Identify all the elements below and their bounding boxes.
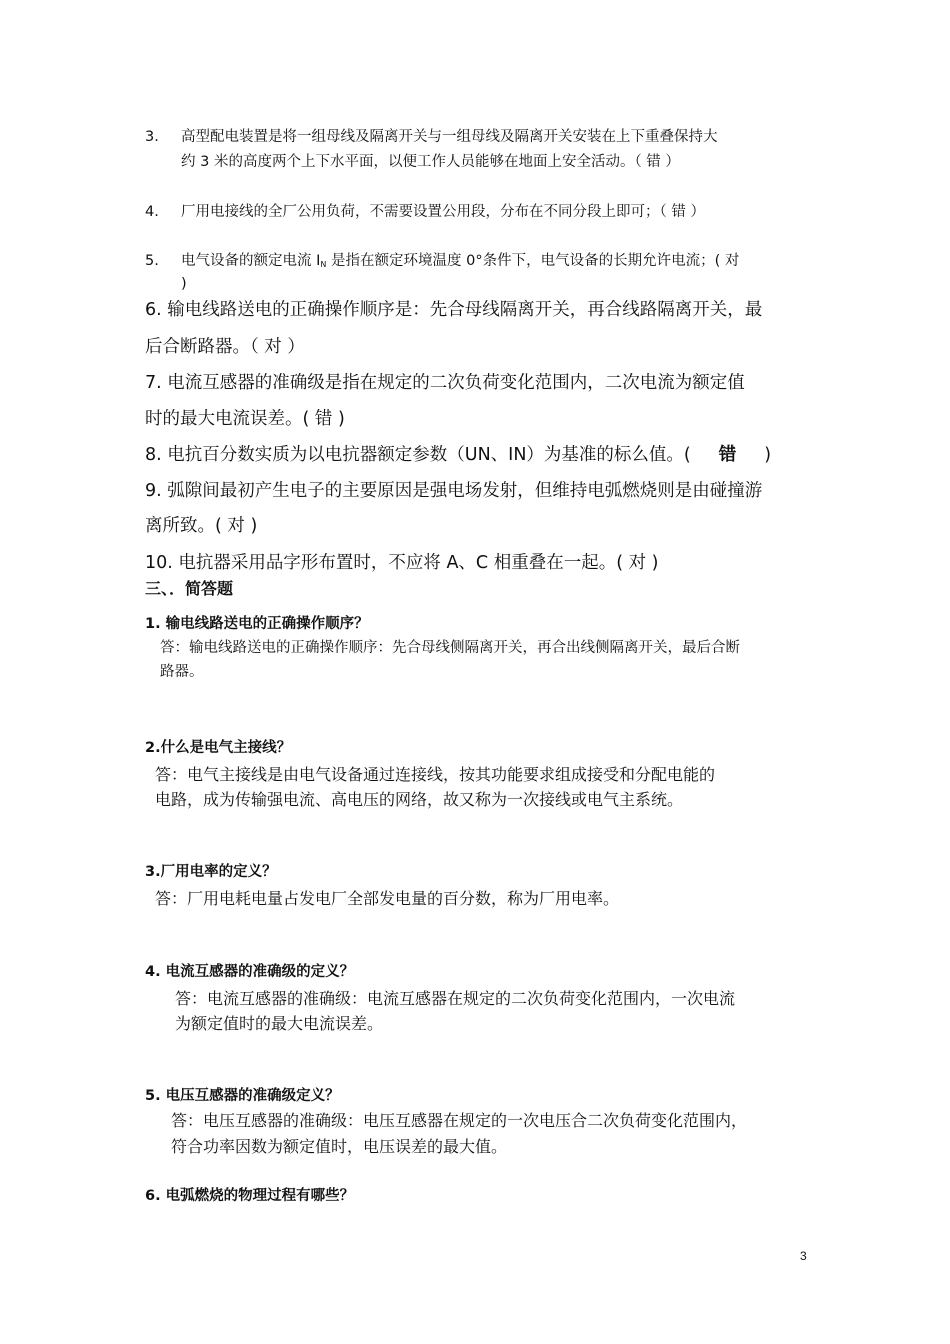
item-5-number: 5. [145,253,159,269]
item-3-line-1: 高型配电装置是将一组母线及隔离开关与一组母线及隔离开关安装在上下重叠保持大 [181,129,718,145]
item-5-line-1 [181,254,739,269]
question-1: 1. 输电线路送电的正确操作顺序？ [145,616,369,632]
item-3-line-2: 约 3 米的高度两个上下水平面，以便工作人员能够在地面上安全活动。（ 错 ） [181,154,680,170]
answer-2-line-2: 电路，成为传输强电流、高电压的网络，故又称为一次接线或电气主系统。 [155,790,684,809]
item-5-text-b: 是指在额定环境温度 0°条件下，电气设备的长期允许电流；( 对 [326,253,740,269]
item-10-line-1: 10. 电抗器采用品字形布置时，不应将 A、C 相重叠在一起。( 对 ) [145,553,659,573]
item-8-text: 8. 电抗百分数实质为以电抗器额定参数（UN、IN）为基准的标么值。( [145,445,691,465]
item-7-line-2: 时的最大电流误差。( 错 ) [145,409,345,429]
question-6: 6. 电弧燃烧的物理过程有哪些？ [145,1188,355,1204]
answer-2-line-1: 答：电气主接线是由电气设备通过连接线，按其功能要求组成接受和分配电能的 [155,765,716,784]
answer-4-line-2: 为额定值时的最大电流误差。 [175,1014,384,1033]
answer-4-line-1: 答：电流互感器的准确级：电流互感器在规定的二次负荷变化范围内，一次电流 [175,989,736,1008]
item-8-line-1 [145,447,771,465]
answer-1-line-2: 路器。 [160,664,204,680]
item-8-close: ) [764,445,772,465]
item-6-line-1: 6. 输电线路送电的正确操作顺序是：先合母线隔离开关，再合线路隔离开关，最 [145,300,763,320]
answer-5-line-2: 符合功率因数为额定值时，电压误差的最大值。 [171,1137,508,1156]
question-4: 4. 电流互感器的准确级的定义？ [145,964,355,980]
page-number: 3 [800,1249,807,1263]
question-2: 2.什么是电气主接线？ [145,740,292,756]
item-6-line-2: 后合断路器。（ 对 ） [145,337,305,357]
answer-5-line-1: 答：电压互感器的准确级：电压互感器在规定的一次电压合二次负荷变化范围内， [171,1111,748,1130]
item-4-number: 4. [145,204,159,220]
question-5: 5. 电压互感器的准确级定义？ [145,1088,340,1104]
item-7-line-1: 7. 电流互感器的准确级是指在规定的二次负荷变化范围内，二次电流为额定值 [145,373,745,393]
item-9-line-1: 9. 弧隙间最初产生电子的主要原因是强电场发射，但维持电弧燃烧则是由碰撞游 [145,481,763,501]
item-4-line-1: 厂用电接线的全厂公用负荷，不需要设置公用段，分布在不同分段上即可；（ 错 ） [181,204,705,220]
answer-1-line-1: 答：输电线路送电的正确操作顺序：先合母线侧隔离开关，再合出线侧隔离开关，最后合断 [160,640,740,656]
item-8-answer: 错 [718,445,737,465]
item-5-subscript: N [320,260,327,269]
answer-3-line-1: 答：厂用电耗电量占发电厂全部发电量的百分数，称为厂用电率。 [155,889,620,908]
item-5-text-a: 电气设备的额定电流 I [181,253,321,269]
question-3: 3.厂用电率的定义？ [145,864,277,880]
item-3-number: 3. [145,129,159,145]
section-title: 三、．简答题 [145,579,234,598]
item-9-line-2: 离所致。( 对 ) [145,516,258,536]
item-5-line-2: ) [181,276,187,292]
